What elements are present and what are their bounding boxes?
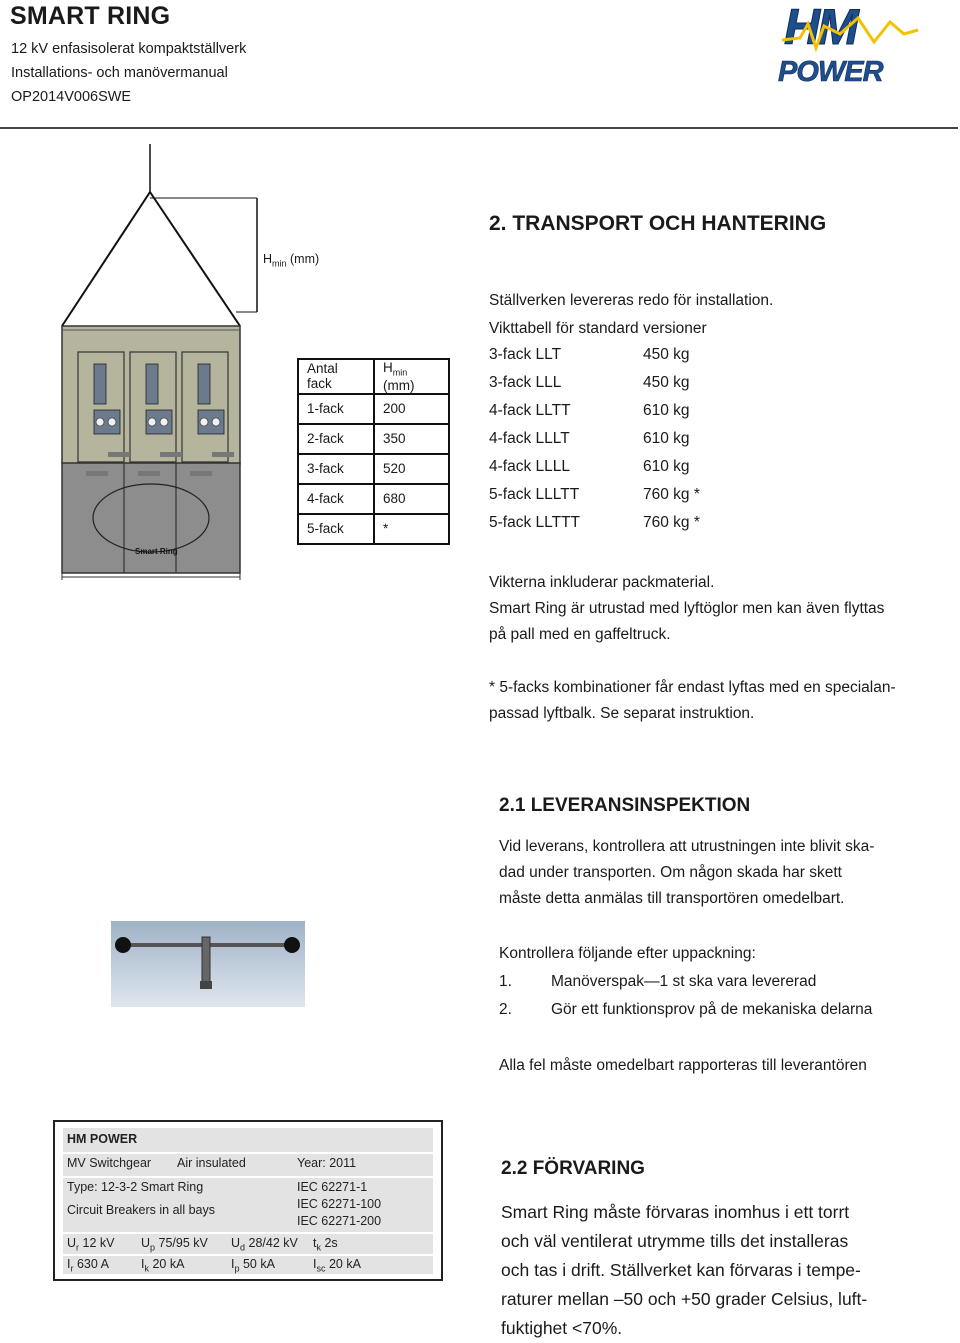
- hmin-header-fack: Antal fack: [298, 359, 374, 394]
- rating-plate: [53, 1120, 443, 1281]
- section-2-heading: 2. TRANSPORT OCH HANTERING: [489, 212, 827, 235]
- document-subtitle: 12 kV enfasisolerat kompaktställverk: [11, 41, 247, 57]
- header-divider: [0, 127, 958, 129]
- plate-standard-3: IEC 62271-200: [297, 1214, 382, 1228]
- logo-wave-icon: [778, 4, 920, 60]
- plate-withstand-voltage: $U_d$ 28/42 kV: [231, 1236, 298, 1253]
- plate-insulation: Air insulated: [177, 1156, 246, 1170]
- weight-row: 3-fack LLL 450 kg: [489, 374, 690, 391]
- check-intro: Kontrollera följande efter uppackning:: [499, 945, 756, 962]
- plate-year: Year: 2011: [297, 1156, 357, 1170]
- plate-brand: HM POWER: [67, 1132, 138, 1146]
- inspection-text-line2: dad under transporten. Om någon skada har skett: [499, 864, 842, 881]
- switchgear-lifting-figure: [50, 140, 315, 580]
- document-number: OP2014V006SWE: [11, 89, 132, 105]
- plate-short-time: $t_k$ 2s: [313, 1236, 338, 1253]
- inspection-text-line3: måste detta anmälas till transportören omedelbart.: [499, 890, 845, 907]
- plate-rated-current: $I_r$ 630 A: [67, 1257, 109, 1274]
- lifting-note-line1: Smart Ring är utrustad med lyftöglor men kan även flyttas: [489, 600, 885, 617]
- table-row: 4-fack 680: [298, 484, 449, 514]
- plate-rated-voltage: $U_r$ 12 kV: [67, 1236, 115, 1253]
- plate-circuit: Circuit Breakers in all bays: [67, 1203, 215, 1217]
- weight-row: 5-fack LLLTT 760 kg *: [489, 486, 700, 503]
- table-row: 5-fack *: [298, 514, 449, 544]
- check-item-1: 1. Manöverspak—1 st ska vara levererad: [499, 973, 817, 990]
- weight-row: 5-fack LLTTT 760 kg *: [489, 514, 700, 531]
- weight-row: 3-fack LLT 450 kg: [489, 346, 690, 363]
- check-item-2: 2. Gör ett funktionsprov på de mekaniska delarna: [499, 1001, 873, 1018]
- section-2-intro: Ställverken levereras redo för installation.: [489, 292, 774, 309]
- five-bay-note-line1: * 5-facks kombinationer får endast lyftas med en specialan-: [489, 679, 896, 696]
- hmin-label: $H_{min}$ (mm): [263, 252, 320, 269]
- storage-text: Smart Ring måste förvaras inomhus i ett torrt och väl ventilerat utrymme tills det installeras och tas i drift. Ställverket kan förvaras i tempe- raturer mellan –50 och +50 grader Celsius, luft- fuktighet <70%.: [501, 1202, 868, 1338]
- plate-short-time-current: $I_k$ 20 kA: [141, 1257, 185, 1274]
- lifting-note-line2: på pall med en gaffeltruck.: [489, 626, 671, 643]
- weight-table-caption: Vikttabell för standard versioner: [489, 320, 707, 337]
- logo-hm-text: HM: [784, 0, 856, 55]
- report-note: Alla fel måste omedelbart rapporteras till leverantören: [499, 1057, 867, 1074]
- operating-lever-image: [111, 921, 305, 1007]
- weight-row: 4-fack LLLT 610 kg: [489, 430, 690, 447]
- plate-short-circuit-current: $I_{sc}$ 20 kA: [313, 1257, 361, 1274]
- hmin-table: [297, 358, 450, 545]
- plate-impulse-voltage: $U_p$ 75/95 kV: [141, 1236, 208, 1253]
- inspection-text-line1: Vid leverans, kontrollera att utrustningen inte blivit ska-: [499, 838, 875, 855]
- plate-type: Type: 12-3-2 Smart Ring: [67, 1180, 204, 1194]
- logo-power-text: POWER: [778, 56, 883, 88]
- table-row: 3-fack 520: [298, 454, 449, 484]
- section-2-2-heading: 2.2 FÖRVARING: [501, 1158, 645, 1179]
- hm-power-logo: [778, 0, 920, 88]
- plate-standard-2: IEC 62271-100: [297, 1197, 382, 1211]
- table-row: 1-fack 200: [298, 394, 449, 424]
- hmin-table-header: [298, 359, 449, 394]
- plate-category: MV Switchgear: [67, 1156, 152, 1170]
- hmin-header-h: $H_{min}$ (mm): [374, 359, 449, 394]
- document-manual-type: Installations- och manövermanual: [11, 65, 228, 81]
- switchgear-brand-label: Smart Ring: [135, 547, 178, 556]
- document-title: SMART RING: [10, 2, 171, 30]
- five-bay-note-line2: passad lyftbalk. Se separat instruktion.: [489, 705, 755, 722]
- weight-row: 4-fack LLLL 610 kg: [489, 458, 690, 475]
- section-2-1-heading: 2.1 LEVERANSINSPEKTION: [499, 795, 751, 816]
- table-row: 2-fack 350: [298, 424, 449, 454]
- weight-row: 4-fack LLTT 610 kg: [489, 402, 690, 419]
- plate-peak-current: $I_p$ 50 kA: [231, 1257, 275, 1274]
- plate-standard-1: IEC 62271-1: [297, 1180, 368, 1194]
- weights-note: Vikterna inkluderar packmaterial.: [489, 574, 715, 591]
